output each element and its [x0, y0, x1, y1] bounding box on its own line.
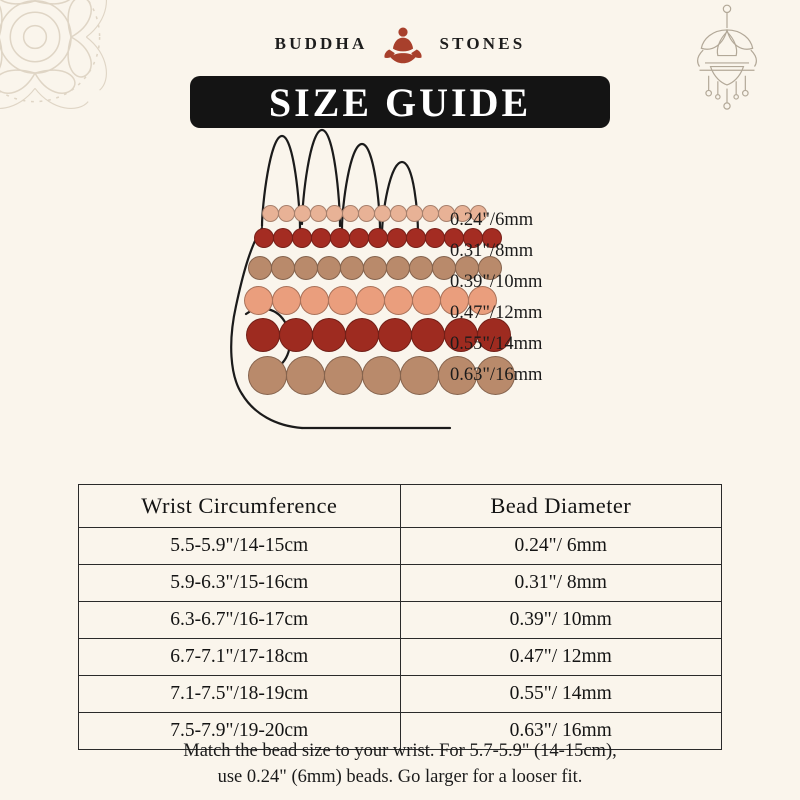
bead [384, 286, 413, 315]
cell-wrist-circumference: 5.9-6.3"/15-16cm [79, 565, 401, 602]
table-row [79, 528, 722, 565]
mandala-icon [0, 0, 130, 132]
bead [246, 318, 280, 352]
cell-bead-diameter: 0.31"/ 8mm [400, 565, 722, 602]
bead [363, 256, 387, 280]
cell-wrist-circumference: 7.5-7.9"/19-20cm [79, 713, 401, 750]
bead [294, 256, 318, 280]
bead [292, 228, 312, 248]
bead [390, 205, 407, 222]
bead [311, 228, 331, 248]
bead-label: 0.47"/12mm [450, 303, 543, 323]
bead-label: 0.24"/6mm [450, 210, 534, 230]
cell-bead-diameter: 0.55"/ 14mm [400, 676, 722, 713]
meditating-buddha-icon [381, 22, 425, 66]
footer-line-1: Match the bead size to your wrist. For 5.7-5.9" (14-15cm), [183, 741, 617, 761]
bead [328, 286, 357, 315]
cell-bead-diameter: 0.39"/ 10mm [400, 602, 722, 639]
bead [312, 318, 346, 352]
page-title: SIZE GUIDE [268, 79, 532, 125]
bead [262, 205, 279, 222]
bead [330, 228, 350, 248]
size-table [78, 484, 722, 750]
bead [324, 356, 363, 395]
bead [254, 228, 274, 248]
table-row [79, 565, 722, 602]
bead [248, 256, 272, 280]
table-row [79, 602, 722, 639]
footer-note [0, 738, 800, 790]
cell-bead-diameter: 0.47"/ 12mm [400, 639, 722, 676]
bead [272, 286, 301, 315]
bead [278, 205, 295, 222]
bead [386, 256, 410, 280]
brand-header [0, 22, 800, 66]
bead [294, 205, 311, 222]
bead [409, 256, 433, 280]
bead [374, 205, 391, 222]
bead-label: 0.39"/10mm [450, 272, 543, 292]
cell-bead-diameter: 0.24"/ 6mm [400, 528, 722, 565]
bead [248, 356, 287, 395]
bead [342, 205, 359, 222]
bead [273, 228, 293, 248]
bead [271, 256, 295, 280]
column-header-wrist: Wrist Circumference [79, 485, 401, 528]
brand-word-right: STONES [439, 34, 526, 53]
cell-wrist-circumference: 6.3-6.7"/16-17cm [79, 602, 401, 639]
bead [406, 205, 423, 222]
bead-label: 0.55"/14mm [450, 334, 543, 354]
bead [406, 228, 426, 248]
brand-word-left: BUDDHA [274, 34, 368, 53]
table-header-row [79, 485, 722, 528]
bead [422, 205, 439, 222]
bead [279, 318, 313, 352]
bead [368, 228, 388, 248]
bead [317, 256, 341, 280]
bead [412, 286, 441, 315]
bead [362, 356, 401, 395]
cell-wrist-circumference: 7.1-7.5"/18-19cm [79, 676, 401, 713]
bead [244, 286, 273, 315]
bead [378, 318, 412, 352]
bead [349, 228, 369, 248]
bead [411, 318, 445, 352]
bead-size-labels [450, 205, 700, 391]
bead [345, 318, 379, 352]
bead [300, 286, 329, 315]
table-row [79, 676, 722, 713]
page-title-bar [190, 76, 610, 128]
bead [387, 228, 407, 248]
bead [340, 256, 364, 280]
cell-wrist-circumference: 5.5-5.9"/14-15cm [79, 528, 401, 565]
footer-line-2: use 0.24" (6mm) beads. Go larger for a looser fit. [217, 767, 583, 787]
bead [356, 286, 385, 315]
cell-wrist-circumference: 6.7-7.1"/17-18cm [79, 639, 401, 676]
cell-bead-diameter: 0.63"/ 16mm [400, 713, 722, 750]
bead-label: 0.63"/16mm [450, 365, 543, 385]
table-row [79, 639, 722, 676]
bead [326, 205, 343, 222]
bead [400, 356, 439, 395]
bead [425, 228, 445, 248]
bead-label: 0.31"/8mm [450, 241, 534, 261]
bead [310, 205, 327, 222]
bead [358, 205, 375, 222]
bead [286, 356, 325, 395]
column-header-bead: Bead Diameter [400, 485, 722, 528]
